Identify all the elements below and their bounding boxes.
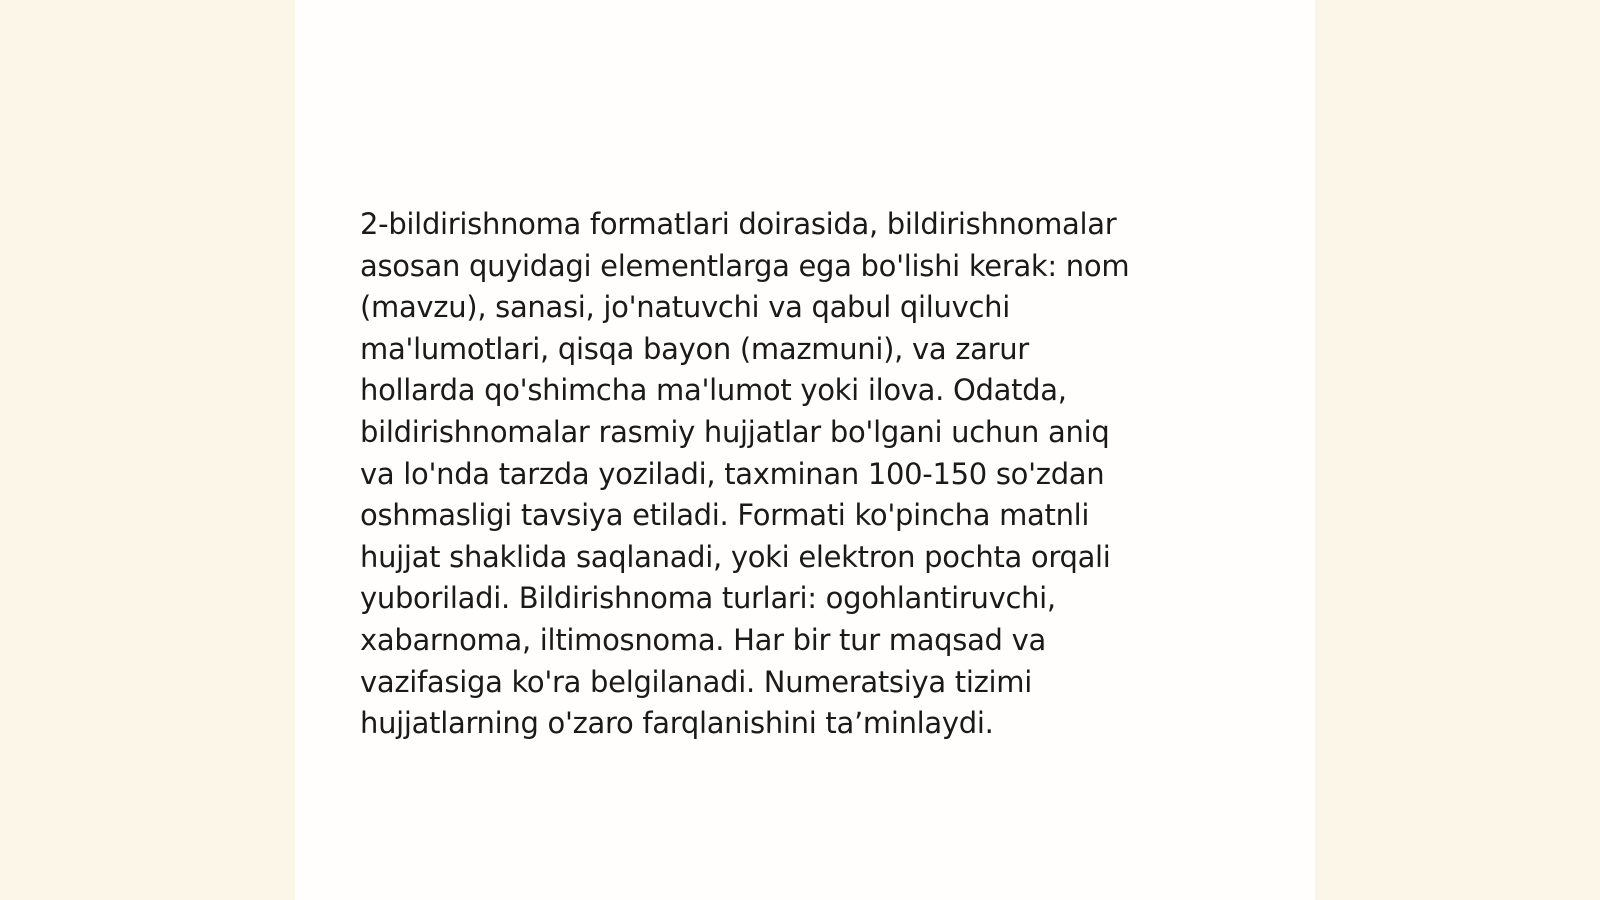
text-line: ma'lumotlari, qisqa bayon (mazmuni), va zarur	[360, 331, 1029, 366]
slide-canvas	[295, 0, 1315, 900]
text-line: (mavzu), sanasi, jo'natuvchi va qabul qiluvchi	[360, 290, 1010, 325]
slide-body-text	[360, 204, 1240, 745]
text-line: 2-bildirishnoma formatlari doirasida, bildirishnomalar	[360, 207, 1117, 241]
text-line: va lo'nda tarzda yoziladi, taxminan 100-150 so'zdan	[360, 456, 1105, 491]
text-line: yuboriladi. Bildirishnoma turlari: ogohlantiruvchi,	[360, 581, 1056, 616]
text-line: oshmasligi tavsiya etiladi. Formati ko'pincha matnli	[360, 498, 1090, 533]
text-line: hujjatlarning o'zaro farqlanishini ta’minlaydi.	[360, 706, 994, 741]
text-line: asosan quyidagi elementlarga ega bo'lishi kerak: nom	[360, 248, 1130, 283]
text-line: vazifasiga ko'ra belgilanadi. Numeratsiya tizimi	[360, 664, 1032, 699]
text-line: hollarda qo'shimcha ma'lumot yoki ilova. Odatda,	[360, 373, 1067, 408]
text-line: bildirishnomalar rasmiy hujjatlar bo'lgani uchun aniq	[360, 414, 1110, 449]
text-line: xabarnoma, iltimosnoma. Har bir tur maqsad va	[360, 622, 1046, 657]
text-line: hujjat shaklida saqlanadi, yoki elektron pochta orqali	[360, 539, 1111, 574]
